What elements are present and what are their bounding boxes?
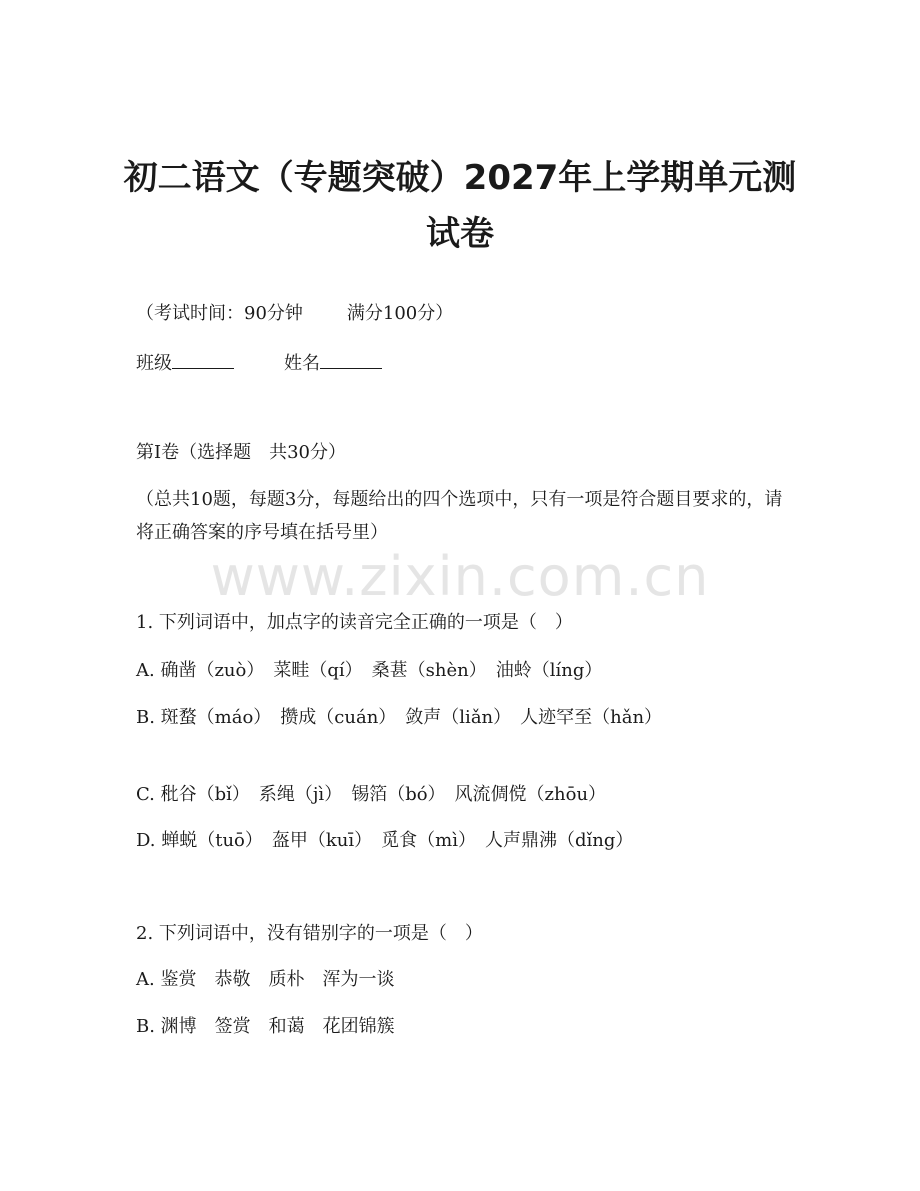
question-2-stem: 2. 下列词语中，没有错别字的一项是（ ） [136, 923, 483, 944]
exam-time: （考试时间：90分钟 [136, 303, 303, 324]
title-line-1: 初二语文（专题突破）2027年上学期单元测 [123, 158, 797, 198]
class-blank [172, 350, 234, 369]
question-2-option-a: A. 鉴赏 恭敬 质朴 浑为一谈 [136, 969, 395, 990]
exam-score: 满分100分） [346, 303, 454, 324]
name-blank [320, 350, 382, 369]
name-label: 姓名 [284, 353, 320, 374]
section-note: （总共10题，每题3分，每题给出的四个选项中，只有一项是符合题目要求的，请将正确答案的序号填在括号里） [136, 489, 783, 543]
document-title [120, 150, 800, 262]
title-line-2: 试卷 [426, 214, 494, 254]
exam-info [136, 302, 453, 326]
question-2-option-b: B. 渊博 签赏 和蔼 花团锦簇 [136, 1016, 395, 1037]
watermark: www.zixin.com.cn [210, 545, 710, 608]
section-title: 第Ⅰ卷（选择题 共30分） [136, 442, 347, 463]
question-1-option-a: A. 确凿（zuò） 菜畦（qí） 桑葚（shèn） 油蛉（líng） [136, 660, 603, 681]
question-1-option-b: B. 斑蝥（máo） 攒成（cuán） 敛声（liǎn） 人迹罕至（hǎn） [136, 707, 663, 728]
student-info [136, 350, 382, 376]
class-label: 班级 [136, 353, 172, 374]
question-1-option-c: C. 秕谷（bǐ） 系绳（jì） 锡箔（bó） 风流倜傥（zhōu） [136, 784, 607, 805]
question-1-stem: 1. 下列词语中，加点字的读音完全正确的一项是（ ） [136, 612, 573, 633]
question-1-option-d: D. 蝉蜕（tuō） 盔甲（kuī） 觅食（mì） 人声鼎沸（dǐng） [136, 830, 634, 851]
